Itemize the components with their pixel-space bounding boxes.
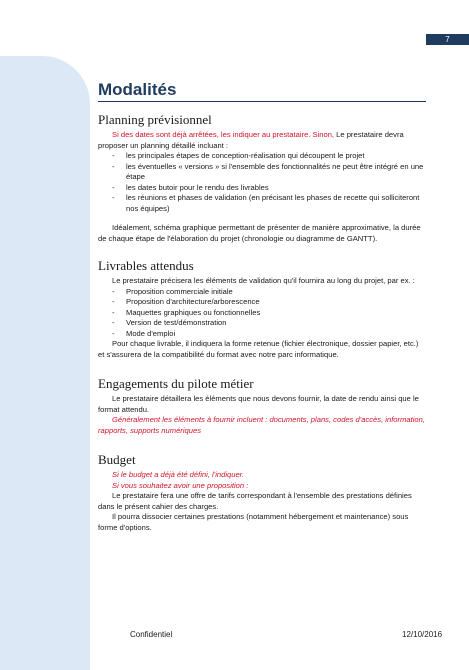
engagements-heading: Engagements du pilote métier bbox=[98, 376, 254, 391]
side-decoration-band bbox=[0, 56, 90, 670]
engagements-note: Généralement les éléments à fournir incluent : documents, plans, codes d'accès, information, rapports, supports numériques bbox=[98, 415, 425, 435]
budget-text1: Le prestataire fera une offre de tarifs correspondant à l'ensemble des prestations définies dans le présent cahier des charges. bbox=[98, 491, 412, 511]
livrables-closing: Pour chaque livrable, il indiquera la forme retenue (fichier électronique, dossier papier, etc.) et s'assurera de la compatibilité du format avec notre parc informatique. bbox=[98, 339, 419, 359]
page-title: Modalités bbox=[98, 80, 426, 102]
budget-red-line2: Si vous souhaitez avoir une proposition : bbox=[112, 480, 249, 490]
list-item: - les éventuelles « versions » si l'ensemble des fonctionnalités ne peut être intégré en une étape bbox=[112, 162, 426, 183]
livrables-list bbox=[98, 287, 426, 340]
page-content bbox=[98, 80, 426, 533]
list-item: - Version de test/démonstration bbox=[112, 318, 426, 329]
planning-intro-red: Si des dates sont déjà arrêtées, les indiquer au prestataire. Sinon, bbox=[112, 130, 335, 139]
list-item: - les réunions et phases de validation (en précisant les phases de recette qui solliciteront nos équipes) bbox=[112, 193, 426, 214]
planning-list bbox=[98, 151, 426, 214]
list-item: - les dates butoir pour le rendu des livrables bbox=[112, 183, 426, 194]
planning-heading: Planning prévisionnel bbox=[98, 112, 212, 127]
list-item: - Proposition commerciale initiale bbox=[112, 287, 426, 298]
budget-heading: Budget bbox=[98, 452, 136, 467]
livrables-heading: Livrables attendus bbox=[98, 258, 194, 273]
budget-text2: Il pourra dissocier certaines prestations (notamment hébergement et maintenance) sous forme d'options. bbox=[98, 512, 409, 532]
planning-intro bbox=[98, 130, 426, 151]
footer-confidential: Confidentiel bbox=[130, 630, 173, 639]
page-number: 7 bbox=[426, 34, 469, 45]
list-item: - Mode d'emploi bbox=[112, 329, 426, 340]
engagements-text: Le prestataire détaillera les éléments que nous devons fournir, la date de rendu ainsi que le format attendu. bbox=[98, 394, 419, 414]
livrables-intro: Le prestataire précisera les éléments de validation qu'il fournira au long du projet, par ex. : bbox=[112, 276, 415, 285]
footer-date: 12/10/2016 bbox=[402, 630, 443, 639]
list-item: - Proposition d'architecture/arborescence bbox=[112, 297, 426, 308]
planning-closing: Idéalement, schéma graphique permettant de présenter de manière approximative, la durée de chaque étape de l'élaboration du projet (chronologie ou diagramme de GANTT). bbox=[98, 223, 421, 243]
list-item: - les principales étapes de conception-réalisation qui découpent le projet bbox=[112, 151, 426, 162]
planning-intro-black: Le prestataire devra proposer un planning détaillé incluant : bbox=[98, 130, 404, 150]
list-item: - Maquettes graphiques ou fonctionnelles bbox=[112, 308, 426, 319]
budget-red-line1: Si le budget a déjà été défini, l'indiquer. bbox=[112, 470, 245, 479]
